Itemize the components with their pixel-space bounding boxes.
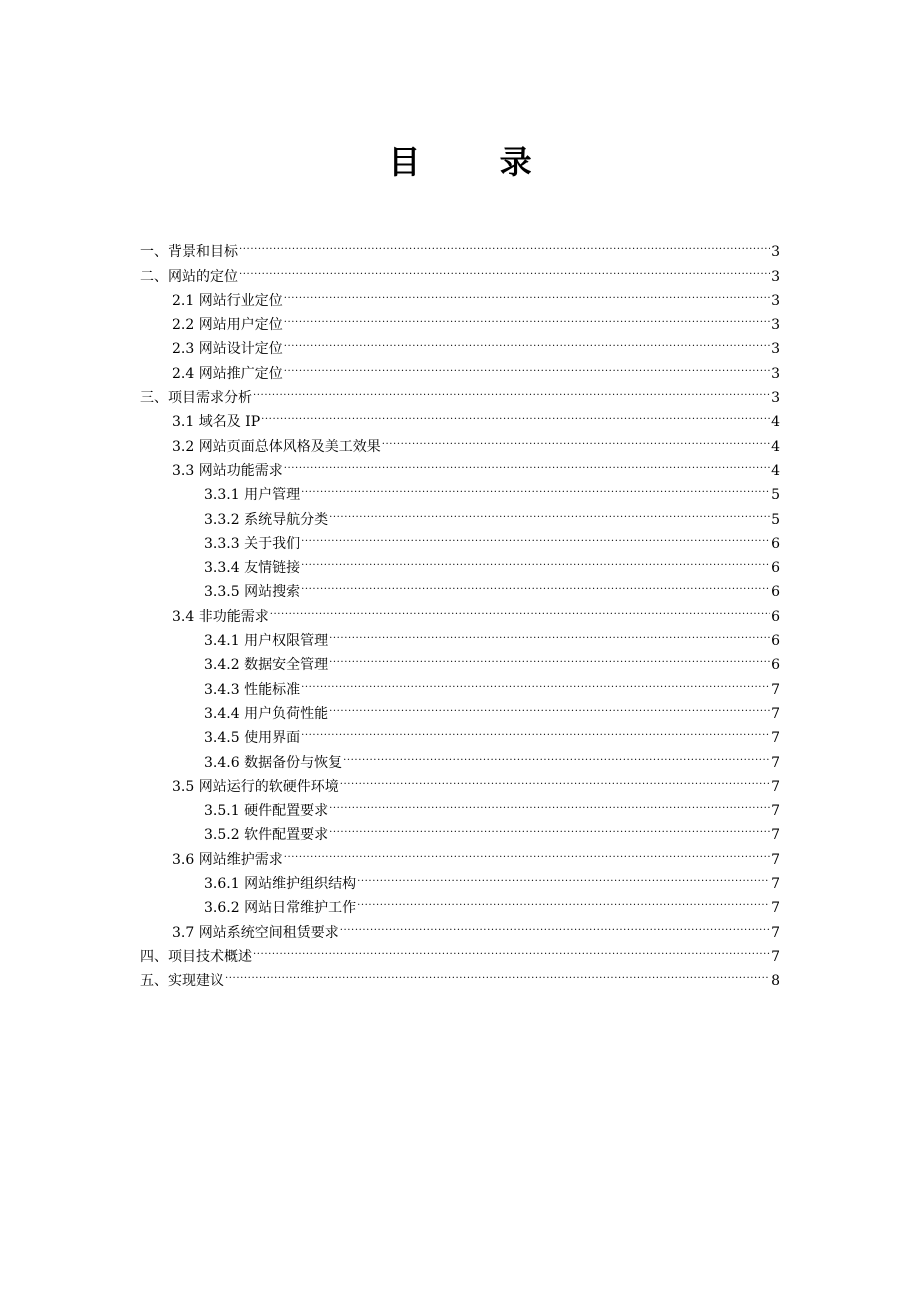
toc-dot-leader	[329, 791, 770, 815]
toc-dot-leader	[284, 281, 770, 305]
toc-dot-leader	[301, 548, 770, 572]
toc-dot-leader	[329, 694, 770, 718]
toc-dot-leader	[284, 305, 770, 329]
toc-entry-label: 3.4.2 数据安全管理	[204, 657, 329, 674]
toc-entry-label: 3.5 网站运行的软硬件环境	[172, 778, 339, 795]
toc-dot-leader	[225, 961, 770, 985]
toc-entry-label: 2.2 网站用户定位	[172, 317, 283, 334]
toc-dot-leader	[301, 669, 770, 693]
toc-entry-label: 一、背景和目标	[140, 244, 238, 261]
toc-entry-label: 2.4 网站推广定位	[172, 365, 283, 382]
toc-dot-leader	[340, 912, 770, 936]
toc-entry-label: 3.1 域名及 IP	[172, 414, 261, 431]
toc-entry-page-number: 3	[771, 292, 780, 309]
toc-dot-leader	[284, 329, 770, 353]
toc-dot-leader	[270, 596, 770, 620]
toc-entry-page-number: 5	[771, 511, 780, 528]
table-of-contents	[140, 232, 780, 990]
toc-entry-page-number: 3	[771, 365, 780, 382]
toc-entry-label: 3.7 网站系统空间租赁要求	[172, 924, 339, 941]
toc-dot-leader	[284, 839, 770, 863]
toc-dot-leader	[343, 742, 770, 766]
toc-dot-leader	[239, 232, 770, 256]
toc-entry-page-number: 3	[771, 244, 780, 261]
toc-dot-leader	[329, 815, 770, 839]
toc-entry-page-number: 4	[771, 462, 780, 479]
toc-dot-leader	[329, 499, 770, 523]
toc-entry-page-number: 6	[771, 608, 780, 625]
toc-entry-label: 3.3.4 友情链接	[204, 560, 301, 577]
toc-entry-page-number: 7	[771, 778, 780, 795]
toc-dot-leader	[253, 378, 770, 402]
toc-entry-label: 3.4.1 用户权限管理	[204, 633, 329, 650]
toc-entry-page-number: 4	[771, 414, 780, 431]
toc-entry-label: 3.5.1 硬件配置要求	[204, 803, 329, 820]
toc-dot-leader	[382, 426, 770, 450]
toc-dot-leader	[301, 524, 770, 548]
toc-entry-page-number: 6	[771, 633, 780, 650]
toc-title: 目 录	[388, 143, 566, 181]
toc-entry-label: 3.3 网站功能需求	[172, 462, 283, 479]
toc-dot-leader	[329, 621, 770, 645]
toc-entry-page-number: 7	[771, 730, 780, 747]
toc-dot-leader	[239, 256, 770, 280]
toc-entry-label: 2.1 网站行业定位	[172, 292, 283, 309]
toc-entry-label: 3.6.1 网站维护组织结构	[204, 876, 357, 893]
toc-dot-leader	[261, 402, 770, 426]
toc-entry-page-number: 3	[771, 317, 780, 334]
toc-dot-leader	[284, 451, 770, 475]
toc-entry-page-number: 6	[771, 657, 780, 674]
toc-entry-page-number: 7	[771, 705, 780, 722]
toc-entry[interactable]	[140, 961, 780, 990]
toc-entry-label: 3.4.3 性能标准	[204, 681, 301, 698]
toc-entry-label: 3.5.2 软件配置要求	[204, 827, 329, 844]
toc-entry-page-number: 6	[771, 584, 780, 601]
toc-entry[interactable]	[140, 232, 780, 261]
toc-entry-page-number: 7	[771, 900, 780, 917]
toc-dot-leader	[301, 475, 770, 499]
toc-entry-page-number: 7	[771, 876, 780, 893]
toc-entry-label: 3.3.2 系统导航分类	[204, 511, 329, 528]
toc-entry-label: 3.3.3 关于我们	[204, 535, 301, 552]
toc-dot-leader	[357, 864, 770, 888]
toc-entry-label: 3.4.6 数据备份与恢复	[204, 754, 343, 771]
toc-entry-label: 3.2 网站页面总体风格及美工效果	[172, 438, 381, 455]
toc-entry-label: 3.4 非功能需求	[172, 608, 269, 625]
toc-entry-page-number: 3	[771, 390, 780, 407]
toc-entry-page-number: 7	[771, 851, 780, 868]
toc-entry-label: 3.6.2 网站日常维护工作	[204, 900, 357, 917]
toc-entry-page-number: 3	[771, 341, 780, 358]
toc-entry-page-number: 7	[771, 803, 780, 820]
toc-entry-label: 五、实现建议	[140, 973, 224, 990]
toc-entry-page-number: 7	[771, 681, 780, 698]
toc-dot-leader	[284, 353, 770, 377]
toc-entry-page-number: 6	[771, 535, 780, 552]
toc-entry-page-number: 7	[771, 827, 780, 844]
toc-entry-page-number: 5	[771, 487, 780, 504]
toc-dot-leader	[329, 645, 770, 669]
toc-dot-leader	[301, 572, 770, 596]
toc-entry-page-number: 3	[771, 268, 780, 285]
toc-entry-page-number: 8	[771, 973, 780, 990]
toc-entry-label: 二、网站的定位	[140, 268, 238, 285]
toc-entry-label: 四、项目技术概述	[140, 948, 252, 965]
toc-entry-label: 3.3.1 用户管理	[204, 487, 301, 504]
toc-dot-leader	[357, 888, 770, 912]
toc-entry-page-number: 4	[771, 438, 780, 455]
toc-entry-label: 2.3 网站设计定位	[172, 341, 283, 358]
toc-dot-leader	[253, 937, 770, 961]
toc-dot-leader	[301, 718, 770, 742]
toc-entry-label: 三、项目需求分析	[140, 390, 252, 407]
toc-entry-page-number: 7	[771, 924, 780, 941]
toc-entry-page-number: 6	[771, 560, 780, 577]
toc-entry-page-number: 7	[771, 948, 780, 965]
toc-entry-label: 3.3.5 网站搜索	[204, 584, 301, 601]
toc-entry-label: 3.4.4 用户负荷性能	[204, 705, 329, 722]
toc-entry-label: 3.4.5 使用界面	[204, 730, 301, 747]
toc-entry-label: 3.6 网站维护需求	[172, 851, 283, 868]
toc-dot-leader	[340, 767, 770, 791]
toc-entry-page-number: 7	[771, 754, 780, 771]
